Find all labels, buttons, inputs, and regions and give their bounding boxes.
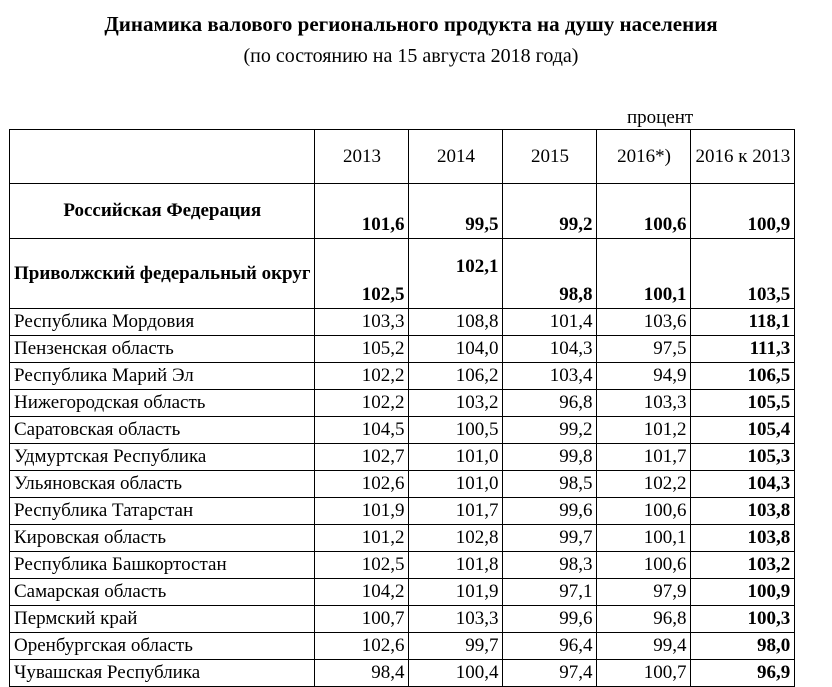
region-name: Кировская область — [10, 525, 315, 552]
table-row — [10, 660, 795, 687]
value-2016-vs-2013: 103,8 — [691, 498, 795, 525]
value-2016-vs-2013: 106,5 — [691, 363, 795, 390]
table-row — [10, 552, 795, 579]
total-row-volga-district — [10, 239, 795, 309]
grp-dynamics-table — [9, 129, 795, 687]
region-name: Саратовская область — [10, 417, 315, 444]
value-2016: 100,6 — [597, 184, 691, 239]
value-2013: 102,2 — [315, 363, 409, 390]
value-2016: 94,9 — [597, 363, 691, 390]
region-name: Приволжский федеральный округ — [10, 239, 315, 309]
value-2016-vs-2013: 104,3 — [691, 471, 795, 498]
value-2013: 104,2 — [315, 579, 409, 606]
value-2013: 102,6 — [315, 633, 409, 660]
value-2015: 104,3 — [503, 336, 597, 363]
value-2016-vs-2013: 100,9 — [691, 579, 795, 606]
value-2013: 100,7 — [315, 606, 409, 633]
value-2013: 102,2 — [315, 390, 409, 417]
table-row — [10, 417, 795, 444]
value-2013: 102,5 — [315, 239, 409, 309]
value-2015: 99,2 — [503, 417, 597, 444]
value-2014: 101,9 — [409, 579, 503, 606]
value-2015: 99,8 — [503, 444, 597, 471]
value-2014: 108,8 — [409, 309, 503, 336]
table-row — [10, 471, 795, 498]
value-2014: 100,5 — [409, 417, 503, 444]
table-header-row — [10, 130, 795, 184]
table-subtitle: (по состоянию на 15 августа 2018 года) — [243, 45, 579, 67]
value-2016-vs-2013: 105,3 — [691, 444, 795, 471]
table-row — [10, 633, 795, 660]
header-2014: 2014 — [409, 130, 503, 184]
value-2014: 103,2 — [409, 390, 503, 417]
header-2016-vs-2013: 2016 к 2013 — [691, 130, 795, 184]
value-2014: 101,0 — [409, 471, 503, 498]
value-2016: 101,7 — [597, 444, 691, 471]
value-2016: 100,6 — [597, 498, 691, 525]
value-2016-vs-2013: 103,5 — [691, 239, 795, 309]
value-2015: 99,2 — [503, 184, 597, 239]
value-2015: 98,5 — [503, 471, 597, 498]
value-2014: 106,2 — [409, 363, 503, 390]
table-row — [10, 309, 795, 336]
value-2016: 97,5 — [597, 336, 691, 363]
value-2016-vs-2013: 105,5 — [691, 390, 795, 417]
value-2014: 103,3 — [409, 606, 503, 633]
value-2016-vs-2013: 103,2 — [691, 552, 795, 579]
table-row — [10, 363, 795, 390]
value-2016-vs-2013: 111,3 — [691, 336, 795, 363]
value-2016: 100,6 — [597, 552, 691, 579]
value-2015: 97,4 — [503, 660, 597, 687]
value-2013: 102,7 — [315, 444, 409, 471]
value-2016: 96,8 — [597, 606, 691, 633]
region-name: Пермский край — [10, 606, 315, 633]
value-2014: 100,4 — [409, 660, 503, 687]
region-name: Республика Мордовия — [10, 309, 315, 336]
header-2016: 2016*) — [597, 130, 691, 184]
value-2015: 99,6 — [503, 498, 597, 525]
region-name: Республика Марий Эл — [10, 363, 315, 390]
value-2016: 101,2 — [597, 417, 691, 444]
header-2015: 2015 — [503, 130, 597, 184]
value-2015: 101,4 — [503, 309, 597, 336]
value-2014: 101,7 — [409, 498, 503, 525]
value-2015: 97,1 — [503, 579, 597, 606]
value-2015: 103,4 — [503, 363, 597, 390]
value-2015: 98,3 — [503, 552, 597, 579]
value-2016-vs-2013: 100,3 — [691, 606, 795, 633]
region-name: Оренбургская область — [10, 633, 315, 660]
value-2014: 99,7 — [409, 633, 503, 660]
value-2016: 100,7 — [597, 660, 691, 687]
table-row — [10, 498, 795, 525]
table-row — [10, 336, 795, 363]
value-2013: 105,2 — [315, 336, 409, 363]
value-2015: 98,8 — [503, 239, 597, 309]
unit-label: процент — [627, 107, 694, 128]
header-2013: 2013 — [315, 130, 409, 184]
table-row — [10, 444, 795, 471]
value-2016: 97,9 — [597, 579, 691, 606]
value-2016: 100,1 — [597, 525, 691, 552]
value-2014: 101,8 — [409, 552, 503, 579]
value-2016: 102,2 — [597, 471, 691, 498]
value-2015: 96,8 — [503, 390, 597, 417]
region-name: Ульяновская область — [10, 471, 315, 498]
table-title: Динамика валового регионального продукта на душу населения — [104, 12, 718, 36]
value-2016: 103,3 — [597, 390, 691, 417]
value-2013: 102,6 — [315, 471, 409, 498]
value-2013: 101,9 — [315, 498, 409, 525]
value-2014: 102,1 — [409, 239, 503, 309]
value-2016-vs-2013: 96,9 — [691, 660, 795, 687]
value-2016: 103,6 — [597, 309, 691, 336]
value-2013: 104,5 — [315, 417, 409, 444]
region-name: Чувашская Республика — [10, 660, 315, 687]
value-2013: 101,6 — [315, 184, 409, 239]
region-name: Нижегородская область — [10, 390, 315, 417]
region-name: Пензенская область — [10, 336, 315, 363]
value-2016-vs-2013: 103,8 — [691, 525, 795, 552]
table-row — [10, 579, 795, 606]
table-row — [10, 525, 795, 552]
region-name: Удмуртская Республика — [10, 444, 315, 471]
table-row — [10, 606, 795, 633]
value-2013: 103,3 — [315, 309, 409, 336]
value-2014: 101,0 — [409, 444, 503, 471]
value-2016-vs-2013: 118,1 — [691, 309, 795, 336]
total-row-russia — [10, 184, 795, 239]
region-name: Российская Федерация — [10, 184, 315, 239]
table-row — [10, 390, 795, 417]
value-2016: 99,4 — [597, 633, 691, 660]
region-name: Республика Татарстан — [10, 498, 315, 525]
value-2013: 98,4 — [315, 660, 409, 687]
value-2013: 102,5 — [315, 552, 409, 579]
value-2014: 102,8 — [409, 525, 503, 552]
region-name: Самарская область — [10, 579, 315, 606]
value-2014: 104,0 — [409, 336, 503, 363]
value-2016-vs-2013: 98,0 — [691, 633, 795, 660]
value-2015: 99,6 — [503, 606, 597, 633]
value-2016: 100,1 — [597, 239, 691, 309]
header-region — [10, 130, 315, 184]
value-2015: 96,4 — [503, 633, 597, 660]
region-name: Республика Башкортостан — [10, 552, 315, 579]
value-2014: 99,5 — [409, 184, 503, 239]
value-2015: 99,7 — [503, 525, 597, 552]
value-2013: 101,2 — [315, 525, 409, 552]
value-2016-vs-2013: 100,9 — [691, 184, 795, 239]
value-2016-vs-2013: 105,4 — [691, 417, 795, 444]
